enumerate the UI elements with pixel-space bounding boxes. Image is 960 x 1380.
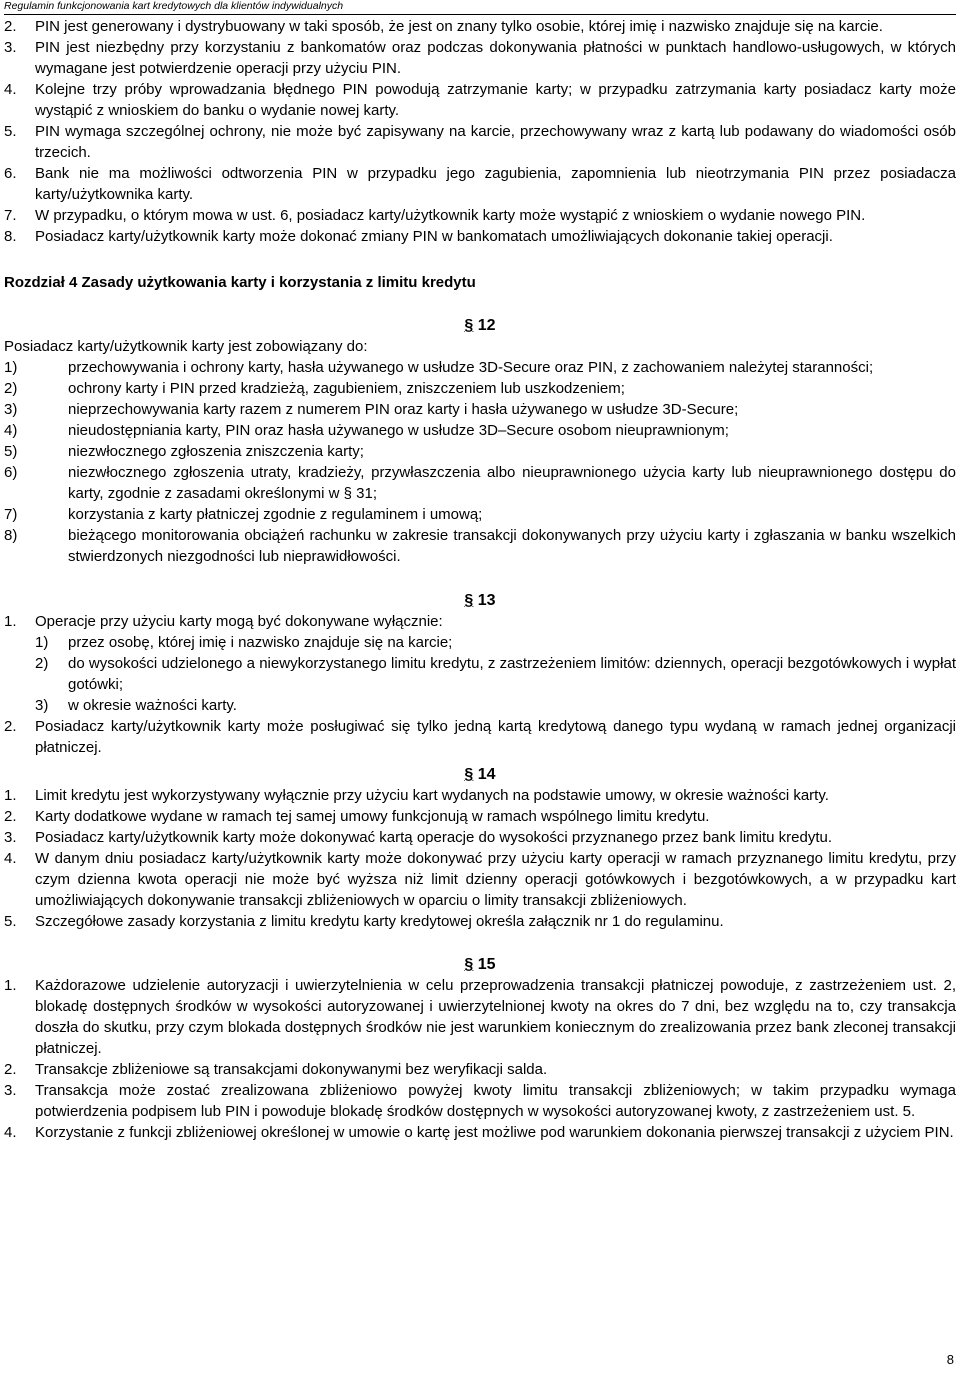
sub-list-item [35, 695, 956, 716]
list-item [4, 205, 956, 226]
list-item [4, 378, 956, 399]
list-item [4, 420, 956, 441]
item-text: przechowywania i ochrony karty, hasła używanego w usłudze 3D-Secure oraz PIN, z zachowaniem należytej staranności; [68, 359, 874, 376]
item-number: 7) [4, 506, 18, 523]
list-item [4, 163, 956, 205]
item-number: 8. [4, 228, 17, 245]
item-number: 3) [35, 697, 49, 714]
item-number: 4. [4, 1124, 17, 1141]
item-number: 1. [4, 787, 17, 804]
item-text: Posiadacz karty/użytkownik karty może dokonywać kartą operacje do wysokości przyznanego przez bank limitu kredytu. [35, 829, 833, 846]
list-item [4, 441, 956, 462]
item-number: 1) [35, 634, 49, 651]
item-text: W danym dniu posiadacz karty/użytkownik karty może dokonywać przy użyciu karty operacji w ramach przyznanego limitu kredytu, przy czym dzienna kwota operacji nie może być wyższa niż limit dzienny operacji gotówkowych i bezgotówkowych, a w przypadku kart umożliwiających dokonywanie transakcji zbliżeniowych w oparciu o limity transakcji zbliżeniowych. [35, 850, 956, 909]
item-text: korzystania z karty płatniczej zgodnie z regulaminem i umową; [68, 506, 483, 523]
section-12 [4, 315, 956, 567]
list-item [4, 975, 956, 1059]
item-text: PIN jest niezbędny przy korzystaniu z bankomatów oraz podczas dokonywania płatności w punktach handlowo-usługowych, w których wymagane jest potwierdzenie operacji przy użyciu PIN. [35, 39, 956, 77]
section-sign: § [464, 317, 474, 334]
item-number: 2) [35, 655, 49, 672]
document-page [4, 16, 956, 1143]
list-item [4, 911, 956, 932]
item-text: niezwłocznego zgłoszenia zniszczenia karty; [68, 443, 364, 460]
list-item [4, 37, 956, 79]
item-number: 1. [4, 613, 17, 630]
item-number: 3) [4, 401, 18, 418]
section-13 [4, 590, 956, 758]
item-text: Transakcje zbliżeniowe są transakcjami dokonywanymi bez weryfikacji salda. [35, 1061, 548, 1078]
item-text: PIN wymaga szczególnej ochrony, nie może być zapisywany na karcie, przechowywany wraz z kartą lub podawany do wiadomości osób trzecich. [35, 123, 956, 161]
item-number: 5. [4, 913, 17, 930]
list-item [4, 504, 956, 525]
item-text: nieudostępniania karty, PIN oraz hasła używanego w usłudze 3D–Secure osobom nieuprawnionym; [68, 422, 729, 439]
item-number: 3. [4, 1082, 17, 1099]
item-text: bieżącego monitorowania obciążeń rachunku w zakresie transakcji dokonywanych przy użyciu karty i zgłaszania w banku wszelkich stwierdzonych niezgodności lub nieprawidłowości. [68, 527, 956, 565]
item-text: ochrony karty i PIN przed kradzieżą, zagubieniem, zniszczeniem lub uszkodzeniem; [68, 380, 625, 397]
item-text: w okresie ważności karty. [68, 697, 237, 714]
pin-rules-list [4, 16, 956, 247]
document-header: Regulamin funkcjonowania kart kredytowych dla klientów indywidualnych [4, 0, 956, 15]
list-item [4, 462, 956, 504]
section-15 [4, 954, 956, 1143]
list-item [4, 785, 956, 806]
list-item [4, 525, 956, 567]
list-item [4, 848, 956, 911]
item-number: 2. [4, 808, 17, 825]
item-number: 6. [4, 165, 17, 182]
item-text: Limit kredytu jest wykorzystywany wyłącznie przy użyciu kart wydanych na podstawie umowy, w okresie ważności karty. [35, 787, 829, 804]
item-text: Korzystanie z funkcji zbliżeniowej określonej w umowie o kartę jest możliwe pod warunkiem dokonania pierwszej transakcji z użyciem PIN. [35, 1124, 954, 1141]
section-sign: § [464, 956, 474, 973]
list-item [4, 806, 956, 827]
item-number: 8) [4, 527, 18, 544]
sub-list-item [35, 653, 956, 695]
item-text: Posiadacz karty/użytkownik karty może dokonać zmiany PIN w bankomatach umożliwiających dokonanie takiej operacji. [35, 228, 833, 245]
item-text: Każdorazowe udzielenie autoryzacji i uwierzytelnienia w celu przeprowadzenia transakcji płatniczej powoduje, z zastrzeżeniem ust. 2, blokadę dostępnych środków w wysokości autoryzowanej i uwierzytelnionej kwoty na okres do 7 dni, bez względu na to, czy transakcja doszła do skutku, przy czym blokada dostępnych środków nie jest warunkiem koniecznym do zrealizowania przez bank zleconej transakcji płatniczej. [35, 977, 956, 1057]
list-item [4, 16, 956, 37]
item-number: 7. [4, 207, 17, 224]
item-text: Operacje przy użyciu karty mogą być dokonywane wyłącznie: [35, 613, 443, 630]
item-number: 3. [4, 39, 17, 56]
section-heading [4, 590, 956, 611]
item-number: 4. [4, 850, 17, 867]
list-item [4, 1059, 956, 1080]
item-text: Karty dodatkowe wydane w ramach tej samej umowy funkcjonują w ramach wspólnego limitu kredytu. [35, 808, 710, 825]
list-item [4, 827, 956, 848]
list-item [4, 226, 956, 247]
section-heading [4, 315, 956, 336]
sub-list-item [35, 632, 956, 653]
item-text: PIN jest generowany i dystrybuowany w taki sposób, że jest on znany tylko osobie, której imię i nazwisko znajduje się na karcie. [35, 18, 883, 35]
section-sign: § [464, 592, 474, 609]
item-text: Szczegółowe zasady korzystania z limitu kredytu karty kredytowej określa załącznik nr 1 do regulaminu. [35, 913, 724, 930]
list-item [4, 79, 956, 121]
item-number: 3. [4, 829, 17, 846]
item-number: 1. [4, 977, 17, 994]
item-text: przez osobę, której imię i nazwisko znajduje się na karcie; [68, 634, 453, 651]
item-number: 2. [4, 1061, 17, 1078]
item-number: 2) [4, 380, 18, 397]
item-number: 2. [4, 718, 17, 735]
item-number: 5. [4, 123, 17, 140]
item-number: 2. [4, 18, 17, 35]
item-text: Posiadacz karty/użytkownik karty może posługiwać się tylko jedną kartą kredytową danego typu wydaną w ramach jednej organizacji płatniczej. [35, 718, 956, 756]
section-number: 12 [477, 317, 496, 334]
section-number: 14 [477, 766, 496, 783]
list-item [4, 399, 956, 420]
item-text: do wysokości udzielonego a niewykorzystanego limitu kredytu, z zastrzeżeniem limitów: dziennych, operacji bezgotówkowych i wypłat gotówki; [68, 655, 956, 693]
chapter-title: Rozdział 4 Zasady użytkowania karty i korzystania z limitu kredytu [4, 274, 476, 291]
item-text: niezwłocznego zgłoszenia utraty, kradzieży, przywłaszczenia albo nieuprawnionego użycia karty lub nieuprawnionego dostępu do karty, zgodnie z zasadami określonymi w § 31; [68, 464, 956, 502]
list-item [4, 121, 956, 163]
list-item [4, 1080, 956, 1122]
item-number: 5) [4, 443, 18, 460]
section-14 [4, 764, 956, 932]
section-intro: Posiadacz karty/użytkownik karty jest zobowiązany do: [4, 338, 368, 355]
item-number: 4) [4, 422, 18, 439]
section-sign: § [464, 766, 474, 783]
item-number: 1) [4, 359, 18, 376]
list-item [4, 716, 956, 758]
item-text: W przypadku, o którym mowa w ust. 6, posiadacz karty/użytkownik karty może wystąpić z wnioskiem o wydanie nowego PIN. [35, 207, 866, 224]
list-item [4, 611, 956, 632]
list-item [4, 1122, 956, 1143]
item-number: 6) [4, 464, 18, 481]
item-text: nieprzechowywania karty razem z numerem PIN oraz karty i hasła używanego w usłudze 3D-Secure; [68, 401, 739, 418]
list-item [4, 357, 956, 378]
item-text: Kolejne trzy próby wprowadzania błędnego PIN powodują zatrzymanie karty; w przypadku zatrzymania karty posiadacz karty może wystąpić z wnioskiem do banku o wydanie nowej karty. [35, 81, 956, 119]
item-number: 4. [4, 81, 17, 98]
section-number: 15 [477, 956, 496, 973]
item-text: Bank nie ma możliwości odtworzenia PIN w przypadku jego zagubienia, zapomnienia lub nieotrzymania PIN przez posiadacza karty/użytkownika karty. [35, 165, 956, 203]
item-text: Transakcja może zostać zrealizowana zbliżeniowo powyżej kwoty limitu transakcji zbliżeniowych; w takim przypadku wymaga potwierdzenia podpisem lub PIN i powoduje blokadę środków dostępnych w wysokości autoryzowanej kwoty, z zastrzeżeniem ust. 5. [35, 1082, 956, 1120]
section-number: 13 [477, 592, 496, 609]
section-heading [4, 954, 956, 975]
section-heading [4, 764, 956, 785]
page-number: 8 [946, 1352, 954, 1367]
